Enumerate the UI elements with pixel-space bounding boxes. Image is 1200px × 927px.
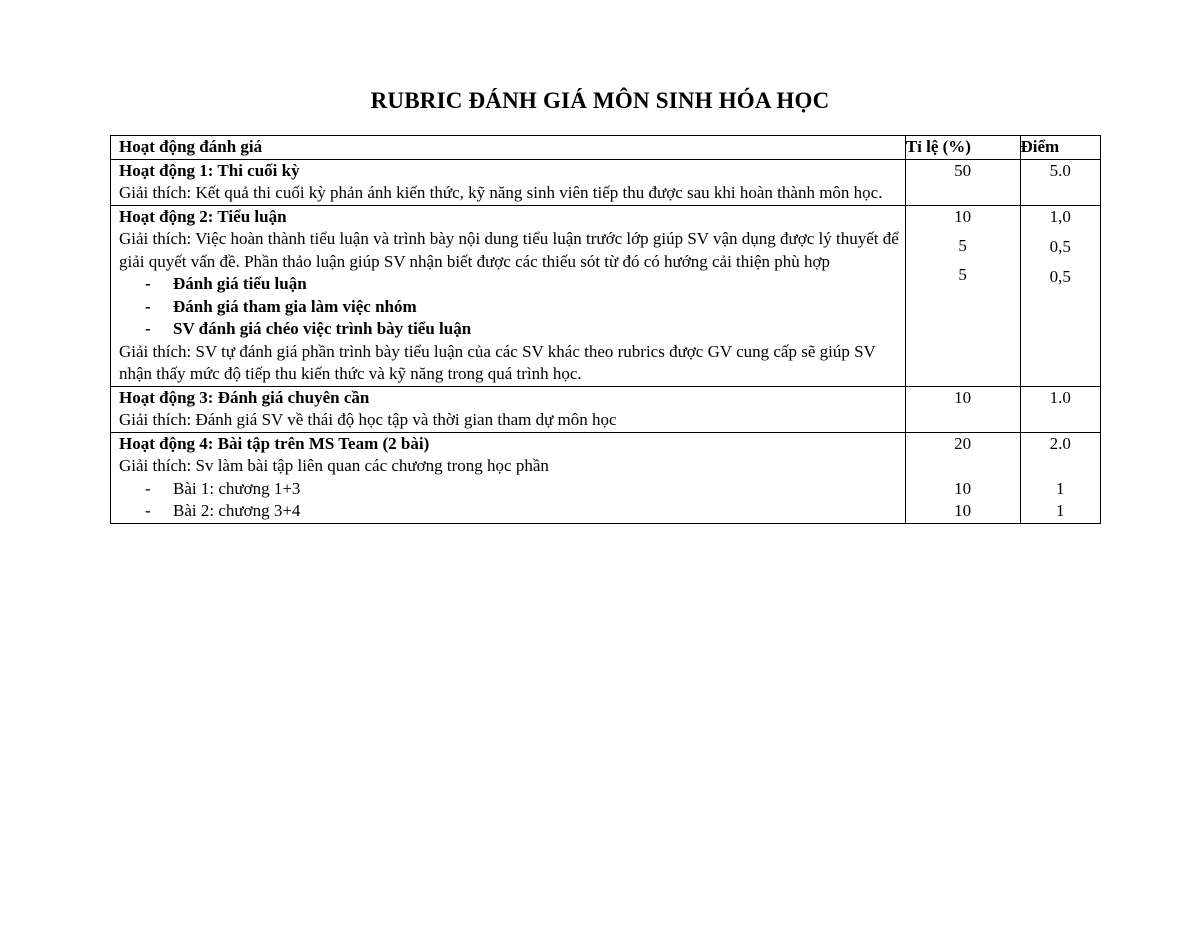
points-cell [1020,205,1101,386]
table-row [111,205,1101,386]
list-item-label: Đánh giá tham gia làm việc nhóm [173,296,417,316]
points-cell [1020,432,1101,523]
list-item-label: Bài 1: chương 1+3 [173,478,301,498]
bullet-dash: - [145,319,151,338]
item-percent: 5 [958,235,967,255]
activity-explanation: Giải thích: Việc hoàn thành tiểu luận và trình bày nội dung tiểu luận trước lớp giúp SV vận dụng được lý thuyết để giải quyết vấn đề. Phần thảo luận giúp SV nhận biết được các thiếu sót từ đó có hướng cải thiện phù hợp [119,229,899,271]
item-points: 0,5 [1049,236,1071,256]
activity-explanation: Giải thích: Đánh giá SV về thái độ học tập và thời gian tham dự môn học [119,410,617,429]
header-activity: Hoạt động đánh giá [111,136,906,160]
percent-cell: 50 [905,159,1020,205]
row-points: 2.0 [1049,433,1071,453]
table-row [111,386,1101,432]
activity-cell [111,386,906,432]
activity-title: Hoạt động 4: Bài tập trên MS Team (2 bài) [119,433,430,453]
item-percent: 10 [954,206,972,226]
percent-cell: 10 [905,386,1020,432]
list-item-label: Đánh giá tiểu luận [173,274,307,293]
list-item [119,500,905,523]
header-percent: Tỉ lệ (%) [905,136,1020,160]
list-item [119,296,905,319]
item-percent: 5 [958,264,967,284]
list-item-label: SV đánh giá chéo việc trình bày tiểu luận [173,319,472,338]
list-item [119,318,905,341]
table-header-row [111,136,1101,160]
activity-title: Hoạt động 1: Thi cuối kỳ [119,160,300,180]
item-points: 0,5 [1049,266,1071,286]
points-cell: 5.0 [1020,159,1101,205]
item-points: 1,0 [1049,206,1071,226]
list-item-label: Bài 2: chương 3+4 [173,501,301,520]
spacer [1021,455,1101,478]
table-row [111,432,1101,523]
activity-title: Hoạt động 2: Tiểu luận [119,206,287,226]
header-points: Điểm [1020,136,1101,160]
activity-explanation: Giải thích: Kết quả thi cuối kỳ phản ánh kiến thức, kỹ năng sinh viên tiếp thu được sau khi hoàn thành môn học. [119,183,883,202]
bullet-dash: - [145,478,151,498]
activity-cell [111,205,906,386]
activity-cell [111,432,906,523]
row-percent: 20 [954,433,972,453]
activity-explanation-2: Giải thích: SV tự đánh giá phần trình bày tiểu luận của các SV khác theo rubrics được GV cung cấp sẽ giúp SV nhận thấy mức độ tiếp thu kiến thức và kỹ năng trong quá trình học. [119,341,876,383]
activity-title: Hoạt động 3: Đánh giá chuyên cần [119,387,370,407]
rubric-table [110,135,1101,524]
spacer [906,455,1020,478]
item-points: 1 [1056,501,1065,520]
bullet-dash: - [145,274,151,293]
bullet-dash: - [145,296,151,316]
activity-explanation: Giải thích: Sv làm bài tập liên quan các chương trong học phần [119,456,549,475]
bullet-dash: - [145,501,151,520]
item-percent: 10 [954,501,972,520]
document-title: RUBRIC ĐÁNH GIÁ MÔN SINH HÓA HỌC [370,88,830,113]
item-percent: 10 [954,478,972,498]
percent-cell [905,205,1020,386]
list-item [119,273,905,296]
list-item [119,478,905,501]
activity-cell [111,159,906,205]
percent-cell [905,432,1020,523]
points-cell: 1.0 [1020,386,1101,432]
table-row [111,159,1101,205]
item-points: 1 [1056,478,1065,498]
